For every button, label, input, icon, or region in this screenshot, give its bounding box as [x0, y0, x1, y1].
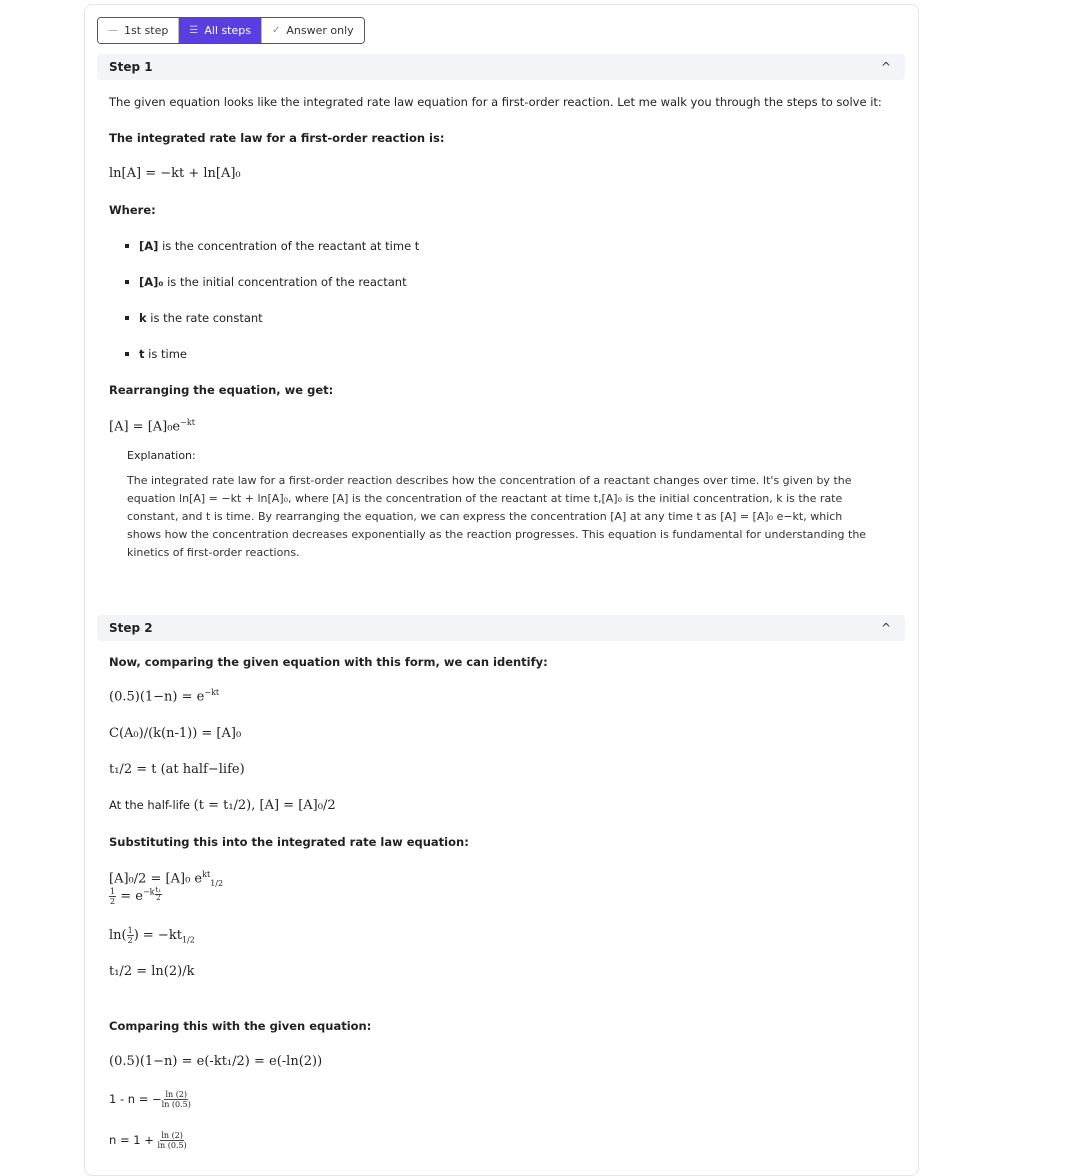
list-item: [A]₀ is the initial concentration of the reactant [125, 275, 407, 289]
substituting-label: Substituting this into the integrated rate law equation: [109, 835, 469, 849]
half-life-line: At the half-life (t = t₁/2), [A] = [A]₀/2 [109, 798, 336, 813]
equation-10: n = 1 + $\frac{\ln (2)}{\ln (0.5)}$ [109, 1131, 187, 1150]
equation-8: (0.5)(1−n) = e(-kt₁/2) = e(-ln(2)) [109, 1054, 323, 1069]
fraction: $\frac{\ln (2)}{\ln (0.5)}$ [157, 1131, 187, 1150]
fraction: $\frac{1}{2}$ [127, 926, 133, 945]
explanation-text: The integrated rate law for a first-order reaction describes how the concentration of a reactant changes over time. It's given by the equation ln[A] = −kt + ln[A]₀, where [A] is the concentration of the reactant at time t,[A]₀ is the initial concentration, k is the rate constant, and t is time. By rearranging the equation, we can express the concentration [A] at any time t as [A] = [A]₀ e−kt, which shows how the concentration decreases exponentially as the reaction progresses. This equation is fundamental for understanding the kinetics of first-order reactions. [127, 474, 867, 559]
view-mode-toggle [97, 17, 365, 44]
equation-7: t₁/2 = ln(2)/k [109, 964, 195, 979]
step-2-title: Step 2 [109, 621, 153, 635]
equation-5: $\frac{1}{2}$ = $e^{-k}$ $\frac{\text{t₁}}{2}$ [110, 886, 162, 906]
equation-6: ln( $\frac{1}{2}$ ) = $-kt_{1/2}$ [109, 926, 195, 945]
equation-4: [A]₀/2 = [A]₀ $e^{kt}_{1/2}$ [109, 870, 224, 888]
equation-9: 1 - n = − $\frac{\ln (2)}{\ln (0.5)}$ [109, 1090, 191, 1109]
step-2-header[interactable] [97, 615, 905, 641]
check-icon: ✓ [271, 25, 281, 36]
chevron-up-icon[interactable]: ^ [880, 621, 891, 635]
all-steps-button[interactable]: ☰ All steps [178, 18, 261, 43]
rearranging-label: Rearranging the equation, we get: [109, 383, 334, 397]
list-item: [A] is the concentration of the reactant at time t [125, 239, 419, 253]
equation-3: t₁/2 = t (at half−life) [109, 762, 245, 777]
fraction: $\frac{1}{2}$ [110, 887, 116, 906]
step-1-title: Step 1 [109, 60, 153, 74]
answer-only-button[interactable]: ✓ Answer only [261, 18, 364, 43]
equation-2: C(A₀)/(k(n-1)) = [A]₀ [109, 726, 242, 741]
list-icon: ☰ [189, 25, 199, 36]
where-label: Where: [109, 203, 156, 217]
list-item: t is time [125, 347, 187, 361]
explanation-label: Explanation: [127, 449, 196, 462]
step-1-header[interactable] [97, 54, 905, 80]
fraction: $\frac{\ln (2)}{\ln (0.5)}$ [161, 1090, 191, 1109]
dash-icon: — [108, 25, 118, 36]
first-step-button[interactable]: — 1st step [98, 18, 178, 43]
comparing-label: Comparing this with the given equation: [109, 1019, 372, 1033]
rate-law-heading: The integrated rate law for a first-order reaction is: [109, 131, 445, 145]
step-2-intro: Now, comparing the given equation with this form, we can identify: [109, 655, 548, 669]
rate-law-equation: ln[A] = −kt + ln[A]₀ [109, 166, 241, 181]
step-1-intro: The given equation looks like the integrated rate law equation for a first-order reaction. Let me walk you through the steps to solve it: [109, 95, 882, 109]
list-item: k is the rate constant [125, 311, 263, 325]
fraction: $\frac{\text{t₁}}{2}$ [155, 886, 162, 902]
equation-1: $(0.5)(1-n) = e^{-kt}$ [109, 688, 220, 705]
chevron-up-icon[interactable]: ^ [880, 60, 891, 74]
rearranged-equation: $[A] = [A]_0e^{-kt}$ [109, 418, 195, 435]
